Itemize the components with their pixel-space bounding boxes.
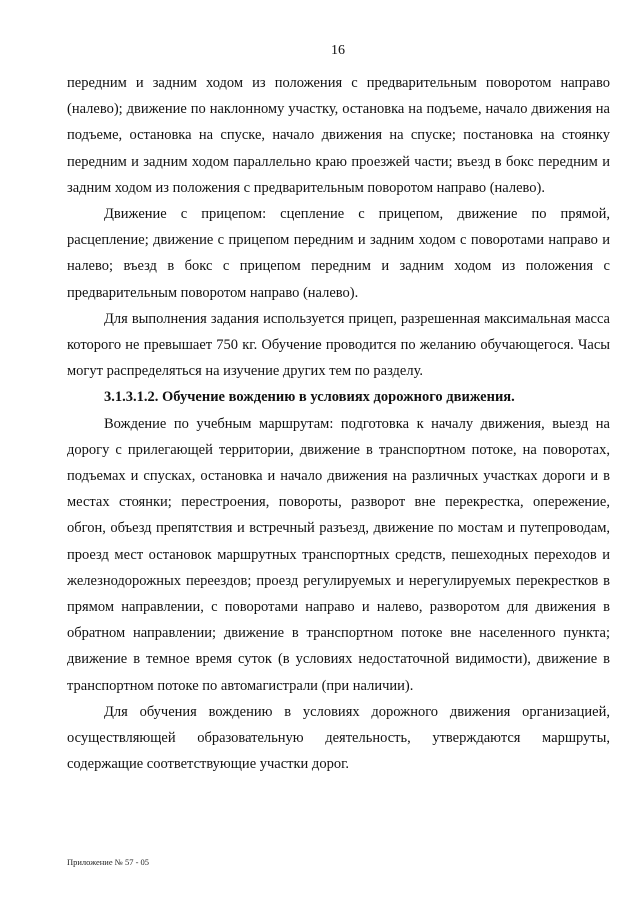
paragraph-trailer-driving: Движение с прицепом: сцепление с прицепом, движение по прямой, расцепление; движение с прицепом передним и задним ходом с поворотами направо и налево; въезд в бокс с прицепом передним и задним ходом из положения с предварительным поворотом направо (налево).	[67, 206, 610, 301]
paragraph-route-approval: Для обучения вождению в условиях дорожного движения организацией, осуществляющей образовательную деятельность, утверждаются маршруты, содержащие соответствующие участки дорог.	[67, 703, 610, 773]
document-body	[67, 70, 610, 777]
page-number: 16	[331, 43, 345, 58]
paragraph-maneuvers: передним и задним ходом из положения с предварительным поворотом направо (налево); движение по наклонному участку, остановка на подъеме, начало движения на подъеме, остановка на спуске, начало движения на спуске; постановка на стоянку передним и задним ходом параллельно краю проезжей части; въезд в бокс передним и задним ходом из положения с предварительным поворотом направо (налево).	[67, 75, 610, 196]
paragraph-training-routes: Вождение по учебным маршрутам: подготовка к началу движения, выезд на дорогу с прилегающей территории, движение в транспортном потоке, на поворотах, подъемах и спусках, остановка и начало движения на различных участках дороги и в местах стоянки; перестроения, повороты, разворот вне перекрестка, опережение, обгон, объезд препятствия и встречный разъезд, движение по мостам и путепроводам, проезд мест остановок маршрутных транспортных средств, пешеходных переходов и железнодорожных переездов; проезд регулируемых и нерегулируемых перекрестков в прямом направлении, с поворотами направо и налево, разворотом для движения в обратном направлении; движение в транспортном потоке вне населенного пункта; движение в темное время суток (в условиях недостаточной видимости), движение в транспортном потоке по автомагистрали (при наличии).	[67, 415, 610, 694]
page-footer: Приложение № 57 - 05	[67, 857, 150, 867]
section-heading: 3.1.3.1.2. Обучение вождению в условиях дорожного движения.	[104, 389, 515, 406]
paragraph-trailer-requirements: Для выполнения задания используется прицеп, разрешенная максимальная масса которого не превышает 750 кг. Обучение проводится по желанию обучающегося. Часы могут распределяться на изучение других тем по разделу.	[67, 310, 610, 380]
